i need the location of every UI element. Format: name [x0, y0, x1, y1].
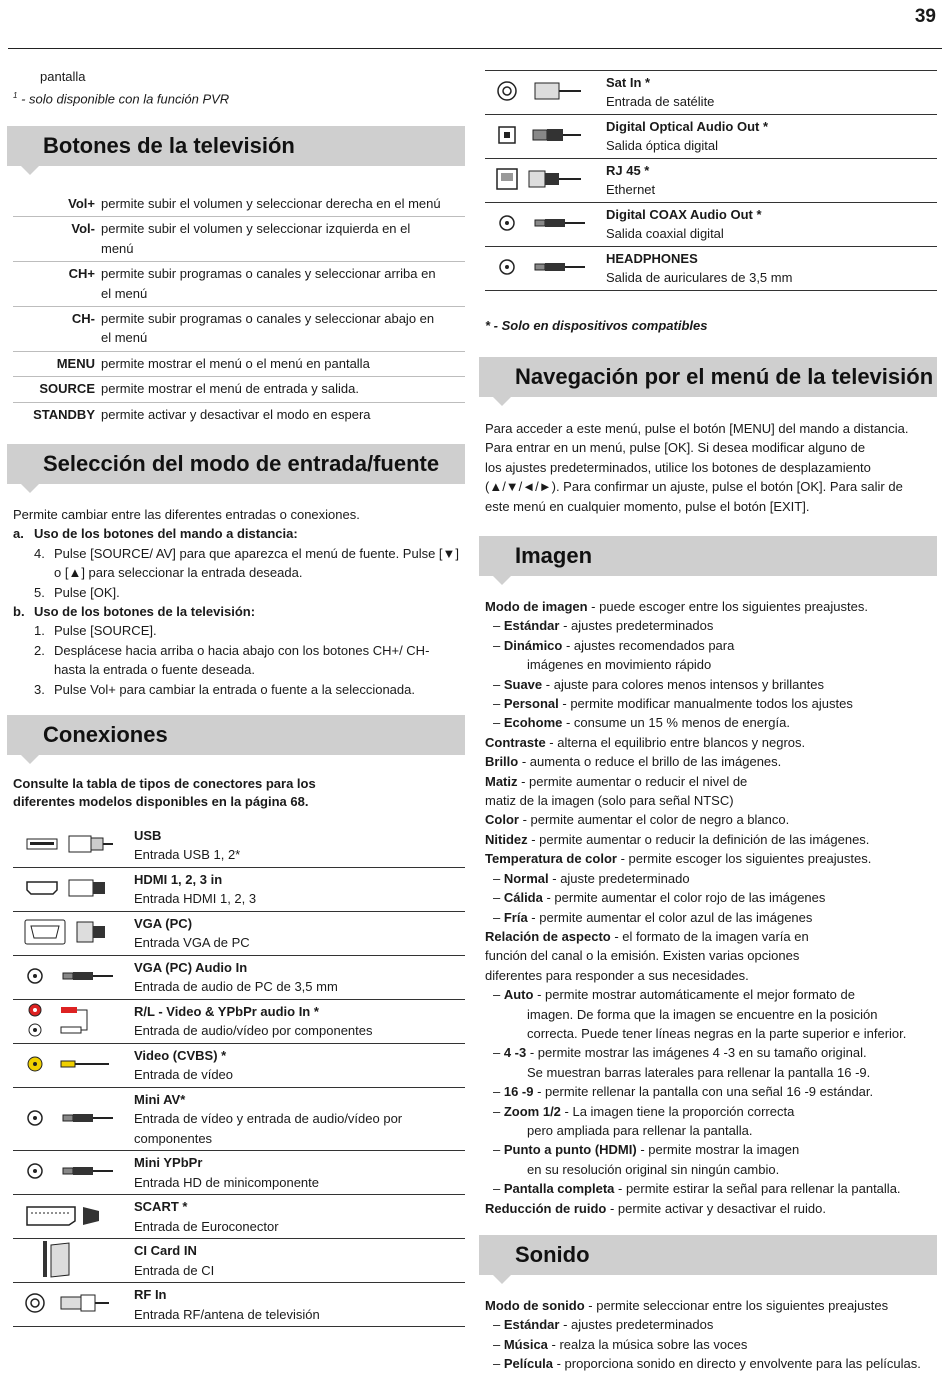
step-number: 5. [34, 584, 45, 600]
connectors-table-right [485, 70, 937, 291]
button-desc [101, 405, 465, 424]
connector-icon-cell [485, 71, 606, 114]
seleccion-content [13, 505, 465, 699]
imagen-term: Cálida [503, 890, 543, 906]
navegacion-line: Para entrar en un menú, pulse [OK]. Si desea modificar alguno de [485, 440, 866, 456]
imagen-text: - permite aumentar el color rojo de las imágenes [542, 890, 826, 906]
connector-row [13, 868, 465, 912]
connector-text [606, 159, 937, 202]
connector-icon-cell [13, 1195, 134, 1238]
connector-desc: Entrada HD de minicomponente [134, 1174, 319, 1190]
imagen-term: Fría [503, 909, 528, 925]
audio-jack-icon [13, 956, 123, 999]
imagen-line [485, 713, 906, 732]
imagen-term: Reducción de ruido [485, 1200, 607, 1216]
connector-name: Mini YPbPr [134, 1155, 203, 1171]
imagen-line [485, 694, 906, 713]
button-desc-line: permite subir programas o canales y seleccionar arriba en [101, 266, 436, 282]
connector-name: Video (CVBS) * [134, 1048, 227, 1063]
dash-marker: – [493, 696, 504, 712]
mini-ypbpr-jack-icon [13, 1151, 123, 1194]
coax-connector-icon [485, 203, 595, 246]
imagen-line [485, 752, 906, 771]
rf-connector-icon [13, 1283, 123, 1326]
imagen-line [485, 849, 906, 868]
imagen-line [485, 927, 906, 946]
imagen-text: correcta. Puede tener líneas negras en la parte superior e inferior. [527, 1025, 907, 1041]
list-label-a: a. [13, 526, 24, 542]
sonido-text: - ajustes predeterminados [559, 1317, 714, 1333]
step-text: Pulse [SOURCE]. [54, 623, 157, 639]
section-title-conexiones: Conexiones [43, 722, 168, 747]
button-desc [101, 264, 465, 303]
imagen-text: - permite aumentar el color azul de las imágenes [527, 909, 813, 925]
imagen-text: matiz de la imagen (solo para señal NTSC) [485, 793, 734, 809]
ci-card-icon [13, 1239, 123, 1282]
step-text: Desplácese hacia arriba o hacia abajo con los botones CH+/ CH- [54, 642, 430, 658]
button-desc [101, 379, 465, 398]
imagen-line [485, 966, 906, 985]
connector-row [13, 912, 465, 956]
button-desc-line: permite subir programas o canales y seleccionar abajo en [101, 311, 435, 327]
dash-marker: – [493, 1336, 504, 1352]
imagen-line [485, 830, 906, 849]
imagen-line [485, 1102, 906, 1121]
connector-text [134, 868, 465, 911]
imagen-text: imágenes en movimiento rápido [527, 657, 712, 673]
imagen-text: - aumenta o reduce el brillo de las imágenes. [518, 754, 782, 770]
sonido-line [485, 1354, 921, 1373]
connector-text [134, 824, 465, 867]
connector-desc: Entrada de Euroconector [134, 1218, 279, 1234]
sonido-term: Música [503, 1336, 548, 1352]
footnote-text: - solo disponible con la función PVR [17, 91, 230, 107]
connector-desc: Ethernet [606, 182, 656, 198]
imagen-line [485, 597, 906, 616]
connector-icon-cell [13, 1044, 134, 1087]
imagen-text: - permite mostrar las imágenes 4 -3 en su tamaño original. [526, 1045, 867, 1061]
imagen-term: Dinámico [503, 637, 563, 653]
connector-desc: Entrada de vídeo y entrada de audio/vídeo por [134, 1111, 403, 1127]
imagen-term: Nitidez [485, 831, 528, 847]
imagen-line [485, 1005, 906, 1024]
imagen-term: Pantalla completa [503, 1181, 615, 1197]
connector-row [13, 956, 465, 1000]
conexiones-intro-line: diferentes modelos disponibles en la página 68. [13, 794, 309, 809]
imagen-term: Temperatura de color [485, 851, 617, 867]
button-key: Vol- [71, 221, 95, 237]
connector-icon-cell [13, 956, 134, 999]
connector-name: VGA (PC) [134, 916, 193, 931]
imagen-text: - ajustes recomendados para [562, 637, 735, 653]
dash-marker: – [493, 637, 504, 653]
imagen-line [485, 1179, 906, 1198]
button-desc-line: permite activar y desactivar el modo en espera [101, 406, 371, 422]
sonido-content [485, 1296, 921, 1374]
imagen-content [485, 597, 906, 1218]
connector-desc: Entrada de vídeo [134, 1067, 234, 1083]
section-banner-conexiones [7, 715, 465, 755]
connector-desc: Entrada VGA de PC [134, 935, 250, 951]
imagen-text: - permite mostrar automáticamente el mejor formato de [533, 987, 855, 1003]
connector-row [13, 1000, 465, 1044]
imagen-term: 4 -3 [503, 1045, 527, 1061]
connector-desc: Salida óptica digital [606, 138, 719, 154]
imagen-term: Modo de imagen [485, 599, 588, 614]
imagen-line [485, 985, 906, 1004]
step-text: Pulse Vol+ para cambiar la entrada o fuente a la seleccionada. [54, 681, 415, 697]
conexiones-intro-line: Consulte la tabla de tipos de conectores para los [13, 776, 316, 791]
sonido-text: - realza la música sobre las voces [547, 1336, 748, 1352]
dash-marker: – [493, 987, 504, 1003]
rl-rca-connector-icon [13, 1000, 123, 1043]
connector-text [606, 203, 937, 246]
navegacion-content [485, 419, 908, 516]
imagen-text: diferentes para responder a sus necesidades. [485, 967, 749, 983]
connectors-table [13, 824, 465, 1327]
imagen-text: - La imagen tiene la proporción correcta [560, 1103, 795, 1119]
connector-row [13, 824, 465, 868]
connector-icon-cell [13, 1088, 134, 1150]
button-desc-line: el menú [101, 330, 148, 346]
connector-icon-cell [13, 1151, 134, 1194]
imagen-term: 16 -9 [503, 1084, 534, 1100]
connector-row [13, 1044, 465, 1088]
button-row [13, 352, 465, 377]
button-row [13, 262, 465, 307]
video-rca-connector-icon [13, 1044, 123, 1087]
sonido-line [485, 1315, 921, 1334]
button-key: MENU [56, 355, 95, 371]
connector-icon-cell [13, 868, 134, 911]
section-title-navegacion: Navegación por el menú de la televisión [515, 364, 934, 389]
connector-row [485, 247, 937, 291]
section-title-sonido: Sonido [515, 1242, 590, 1267]
imagen-line [485, 616, 906, 635]
connector-text [134, 956, 465, 999]
imagen-line [485, 1140, 906, 1159]
imagen-line [485, 888, 906, 907]
sonido-text: - proporciona sonido en directo y envolvente para las películas. [552, 1356, 921, 1372]
imagen-line [485, 1063, 906, 1082]
imagen-text: - consume un 15 % menos de energía. [562, 715, 790, 731]
button-desc-line: permite mostrar el menú de entrada y salida. [101, 381, 359, 397]
connector-text [134, 1151, 465, 1194]
connector-icon-cell [13, 1000, 134, 1043]
imagen-line [485, 1199, 906, 1218]
dash-marker: – [493, 618, 504, 634]
connector-row [485, 159, 937, 203]
imagen-text: - permite mostrar la imagen [636, 1142, 800, 1158]
connector-row [13, 1239, 465, 1283]
hdmi-connector-icon [13, 868, 123, 911]
imagen-line [485, 791, 906, 810]
imagen-term: Zoom 1/2 [503, 1103, 561, 1119]
connector-name: Digital Optical Audio Out * [606, 119, 769, 134]
connector-desc: Entrada de CI [134, 1262, 215, 1278]
buttons-table [13, 192, 465, 427]
imagen-term: Estándar [503, 618, 560, 634]
imagen-text: - permite aumentar o reducir el nivel de [517, 773, 748, 789]
step-text: Pulse [OK]. [54, 584, 120, 600]
button-key: Vol+ [68, 196, 95, 211]
connector-name: HEADPHONES [606, 251, 698, 266]
button-row [13, 403, 465, 427]
sat-connector-icon [485, 71, 595, 114]
step-number: 4. [34, 545, 45, 561]
seleccion-intro: Permite cambiar entre las diferentes entradas o conexiones. [13, 507, 360, 522]
connector-icon-cell [13, 1239, 134, 1282]
list-label-b: b. [13, 604, 25, 620]
headphone-jack-icon [485, 247, 595, 290]
connector-text [134, 912, 465, 955]
dash-marker: – [493, 1045, 504, 1061]
imagen-line [485, 733, 906, 752]
connector-text [134, 1044, 465, 1087]
imagen-text: - permite modificar manualmente todos los ajustes [558, 696, 853, 712]
step-number: 2. [34, 642, 45, 658]
section-banner-navegacion [479, 357, 937, 397]
sonido-term: Película [503, 1356, 553, 1372]
navegacion-line: los ajustes predeterminados, utilice los botones de desplazamiento [485, 459, 871, 475]
button-row [13, 192, 465, 217]
step-text: o [▲] para seleccionar la entrada deseada. [54, 565, 303, 581]
button-key: SOURCE [39, 381, 95, 397]
connector-text [606, 115, 937, 158]
button-row [13, 377, 465, 402]
connector-row [13, 1151, 465, 1195]
button-desc [101, 219, 465, 258]
step-text: Pulse [SOURCE/ AV] para que aparezca el menú de fuente. Pulse [▼] [54, 545, 460, 561]
section-banner-sonido [479, 1235, 937, 1275]
button-key: STANDBY [33, 406, 95, 422]
imagen-text: - ajustes predeterminados [559, 618, 714, 634]
connector-name: CI Card IN [134, 1243, 197, 1259]
sonido-term: Estándar [503, 1317, 560, 1333]
footnote-mark: 1 [13, 91, 18, 101]
section-title-imagen: Imagen [515, 543, 593, 568]
connector-icon-cell [13, 1283, 134, 1326]
imagen-line [485, 1024, 906, 1043]
navegacion-line: Para acceder a este menú, pulse el botón [MENU] del mando a distancia. [485, 421, 909, 436]
rj45-connector-icon [485, 159, 595, 202]
connector-desc: Salida de auriculares de 3,5 mm [606, 270, 793, 286]
connector-text [134, 1239, 465, 1282]
imagen-line [485, 1043, 906, 1062]
connector-text [134, 1195, 465, 1238]
connector-icon-cell [13, 824, 134, 867]
imagen-line [485, 908, 906, 927]
footnote-continuation: pantalla [40, 69, 86, 84]
connector-name: HDMI 1, 2, 3 in [134, 872, 223, 887]
imagen-text: - permite aumentar el color de negro a blanco. [518, 812, 790, 828]
connector-row [13, 1195, 465, 1239]
imagen-text: - el formato de la imagen varía en [610, 928, 809, 944]
connector-desc: Entrada de satélite [606, 94, 715, 110]
connector-icon-cell [13, 912, 134, 955]
imagen-text: - alterna el equilibrio entre blancos y negros. [545, 734, 806, 750]
connector-text [606, 71, 937, 114]
connector-desc: Entrada USB 1, 2* [134, 847, 241, 863]
dash-marker: – [493, 1356, 504, 1372]
optical-connector-icon [485, 115, 595, 158]
section-title-botones: Botones de la televisión [43, 133, 295, 158]
imagen-term: Normal [503, 870, 549, 886]
mini-av-jack-icon [13, 1098, 123, 1141]
imagen-text: - ajuste para colores menos intensos y brillantes [542, 676, 824, 692]
button-key: CH- [71, 311, 95, 327]
imagen-text: - permite estirar la señal para rellenar la pantalla. [614, 1181, 901, 1197]
imagen-line [485, 636, 906, 655]
connector-icon-cell [485, 203, 606, 246]
imagen-text: - permite aumentar o reducir la definición de las imágenes. [527, 831, 870, 847]
connector-text [134, 1283, 465, 1326]
list-title-a: Uso de los botones del mando a distancia: [34, 526, 298, 542]
connector-text [134, 1088, 465, 1150]
dash-marker: – [493, 1103, 504, 1119]
imagen-line [485, 675, 906, 694]
button-key: CH+ [68, 266, 95, 282]
connector-row [13, 1283, 465, 1327]
connector-text [134, 1000, 465, 1043]
connector-name: RJ 45 * [606, 163, 650, 178]
imagen-line [485, 772, 906, 791]
connector-desc: Salida coaxial digital [606, 226, 724, 242]
connector-name: VGA (PC) Audio In [134, 960, 248, 975]
connector-text [606, 247, 937, 290]
compat-note: * - Solo en dispositivos compatibles [485, 318, 708, 333]
vga-connector-icon [13, 912, 123, 955]
button-desc-line: permite subir el volumen y seleccionar derecha en el menú [101, 196, 441, 211]
imagen-text: Se muestran barras laterales para rellenar la pantalla 16 -9. [527, 1064, 871, 1080]
imagen-line [485, 655, 906, 674]
dash-marker: – [493, 715, 504, 731]
imagen-term: Brillo [485, 754, 519, 770]
button-desc [101, 309, 465, 348]
imagen-line [485, 1160, 906, 1179]
connector-row [485, 71, 937, 115]
conexiones-intro [13, 775, 316, 811]
dash-marker: – [493, 1317, 504, 1333]
usb-connector-icon [13, 824, 123, 867]
navegacion-line: este menú en cualquier momento, pulse el botón [EXIT]. [485, 498, 810, 514]
connector-name: USB [134, 828, 162, 843]
imagen-term: Personal [503, 696, 559, 712]
connector-name: Sat In * [606, 75, 651, 90]
connector-icon-cell [485, 159, 606, 202]
dash-marker: – [493, 870, 504, 886]
connector-name: Digital COAX Audio Out * [606, 207, 762, 222]
connector-name: R/L - Video & YPbPr audio In * [134, 1004, 319, 1019]
button-row [13, 217, 465, 262]
button-desc [101, 354, 465, 373]
connector-name: RF In [134, 1287, 167, 1303]
dash-marker: – [493, 1084, 504, 1100]
section-banner-seleccion [7, 444, 465, 484]
imagen-text: imagen. De forma que la imagen se encuentre en la posición [527, 1006, 878, 1022]
imagen-line [485, 946, 906, 965]
section-banner-botones [7, 126, 465, 166]
dash-marker: – [493, 890, 504, 906]
navegacion-line: (▲/▼/◄/►). Para confirmar un ajuste, pulse el botón [OK]. Para salir de [485, 479, 903, 495]
connector-row [485, 203, 937, 247]
imagen-text: pero ampliada para rellenar la pantalla. [527, 1122, 753, 1138]
button-desc [101, 194, 465, 213]
scart-connector-icon [13, 1195, 123, 1238]
sonido-line [485, 1335, 921, 1354]
button-desc-line: permite subir el volumen y seleccionar izquierda en el [101, 221, 411, 237]
imagen-term: Relación de aspecto [485, 928, 611, 944]
button-desc-line: menú [101, 240, 134, 256]
button-desc-line: el menú [101, 285, 148, 301]
connector-desc: Entrada de audio de PC de 3,5 mm [134, 979, 338, 995]
step-text: hasta la entrada o fuente deseada. [54, 662, 255, 678]
imagen-term: Suave [503, 676, 543, 692]
step-number: 3. [34, 681, 45, 697]
connector-desc: Entrada HDMI 1, 2, 3 [134, 891, 257, 907]
imagen-text: - permite rellenar la pantalla con una señal 16 -9 estándar. [533, 1084, 874, 1100]
imagen-term: Contraste [485, 734, 546, 750]
dash-marker: – [493, 909, 504, 925]
imagen-line [485, 1121, 906, 1140]
button-desc-line: permite mostrar el menú o el menú en pantalla [101, 355, 370, 371]
dash-marker: – [493, 1142, 504, 1158]
connector-row [13, 1088, 465, 1151]
section-banner-imagen [479, 536, 937, 576]
sonido-term: Modo de sonido [485, 1298, 585, 1313]
connector-desc: Entrada de audio/vídeo por componentes [134, 1023, 373, 1039]
connector-desc: componentes [134, 1130, 213, 1146]
imagen-text: en su resolución original sin ningún cambio. [527, 1161, 780, 1177]
imagen-line [485, 810, 906, 829]
imagen-text: función del canal o la emisión. Existen varias opciones [485, 948, 800, 964]
connector-name: Mini AV* [134, 1092, 186, 1107]
imagen-text: - permite escoger los siguientes preajustes. [616, 851, 872, 867]
dash-marker: – [493, 676, 504, 692]
imagen-term: Matiz [485, 773, 518, 789]
button-row [13, 307, 465, 352]
dash-marker: – [493, 1181, 504, 1197]
imagen-text: - ajuste predeterminado [548, 870, 690, 886]
connector-name: SCART * [134, 1199, 188, 1215]
header-rule [8, 48, 942, 49]
sonido-line [485, 1296, 921, 1315]
imagen-term: Auto [503, 987, 534, 1003]
connector-desc: Entrada RF/antena de televisión [134, 1306, 320, 1322]
footnote-block [13, 67, 229, 109]
imagen-term: Color [485, 812, 519, 828]
imagen-term: Punto a punto (HDMI) [503, 1142, 637, 1158]
imagen-text: - puede escoger entre los siguientes preajustes. [587, 599, 868, 614]
imagen-text: - permite activar y desactivar el ruido. [606, 1200, 826, 1216]
section-title-seleccion: Selección del modo de entrada/fuente [43, 451, 440, 476]
list-title-b: Uso de los botones de la televisión: [34, 604, 256, 620]
imagen-line [485, 1082, 906, 1101]
connector-row [485, 115, 937, 159]
connector-icon-cell [485, 247, 606, 290]
imagen-line [485, 869, 906, 888]
imagen-term: Ecohome [503, 715, 563, 731]
step-number: 1. [34, 623, 45, 639]
page-number: 39 [914, 6, 936, 27]
sonido-text: - permite seleccionar entre los siguientes preajustes [584, 1298, 889, 1313]
connector-icon-cell [485, 115, 606, 158]
